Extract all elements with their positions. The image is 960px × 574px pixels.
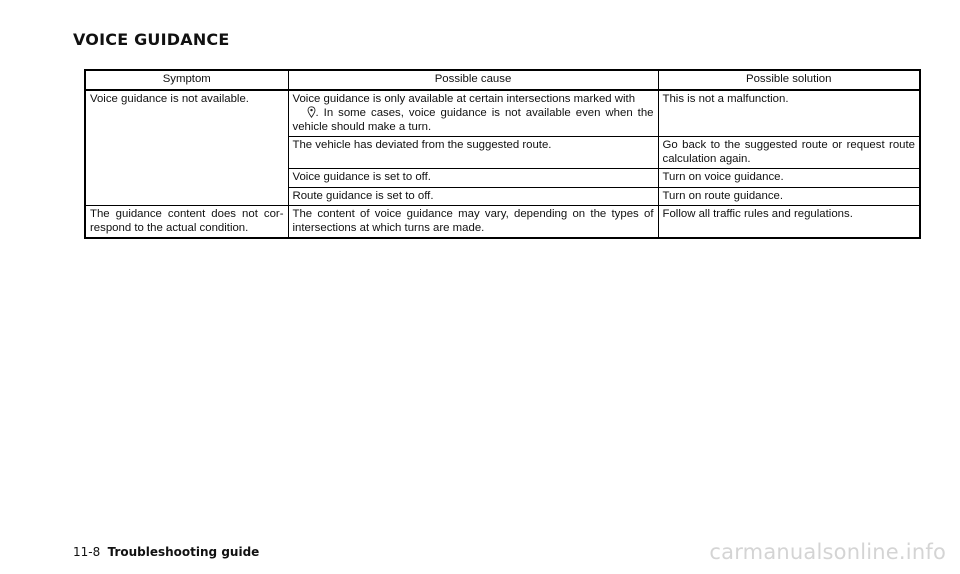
- solution-cell: This is not a malfunction.: [658, 90, 920, 137]
- header-possible-cause: Possible cause: [288, 70, 658, 90]
- cause-cell: The content of voice guidance may vary, depending on the types of intersections at which turns are made.: [288, 206, 658, 239]
- header-symptom: Symptom: [85, 70, 288, 90]
- map-pin-icon: [307, 106, 316, 118]
- cause-cell: Voice guidance is set to off.: [288, 169, 658, 188]
- troubleshooting-table: [84, 69, 921, 239]
- section-title: VOICE GUIDANCE: [73, 30, 230, 49]
- solution-cell: Go back to the suggested route or request route calculation again.: [658, 137, 920, 169]
- table-header-row: [85, 70, 920, 90]
- cause-text-before-icon: Voice guidance is only available at certain intersections marked with: [292, 92, 636, 105]
- table-row: [85, 90, 920, 137]
- page-number: 11-8: [73, 545, 101, 559]
- watermark: carmanualsonline.info: [709, 540, 946, 564]
- guide-title: Troubleshooting guide: [107, 545, 260, 559]
- cause-cell: [288, 90, 658, 137]
- cause-text-after-icon: . In some cases, voice guidance is not available even when the vehicle should make a turn.: [292, 107, 654, 133]
- symptom-cell: Voice guidance is not available.: [85, 90, 288, 206]
- solution-cell: Follow all traffic rules and regulations.: [658, 206, 920, 239]
- table-row: [85, 206, 920, 239]
- header-possible-solution: Possible solution: [658, 70, 920, 90]
- page-footer: [73, 545, 259, 559]
- cause-cell: The vehicle has deviated from the suggested route.: [288, 137, 658, 169]
- symptom-cell: The guidance content does not cor-respond to the actual condition.: [85, 206, 288, 239]
- solution-cell: Turn on voice guidance.: [658, 169, 920, 188]
- cause-cell: Route guidance is set to off.: [288, 187, 658, 206]
- solution-cell: Turn on route guidance.: [658, 187, 920, 206]
